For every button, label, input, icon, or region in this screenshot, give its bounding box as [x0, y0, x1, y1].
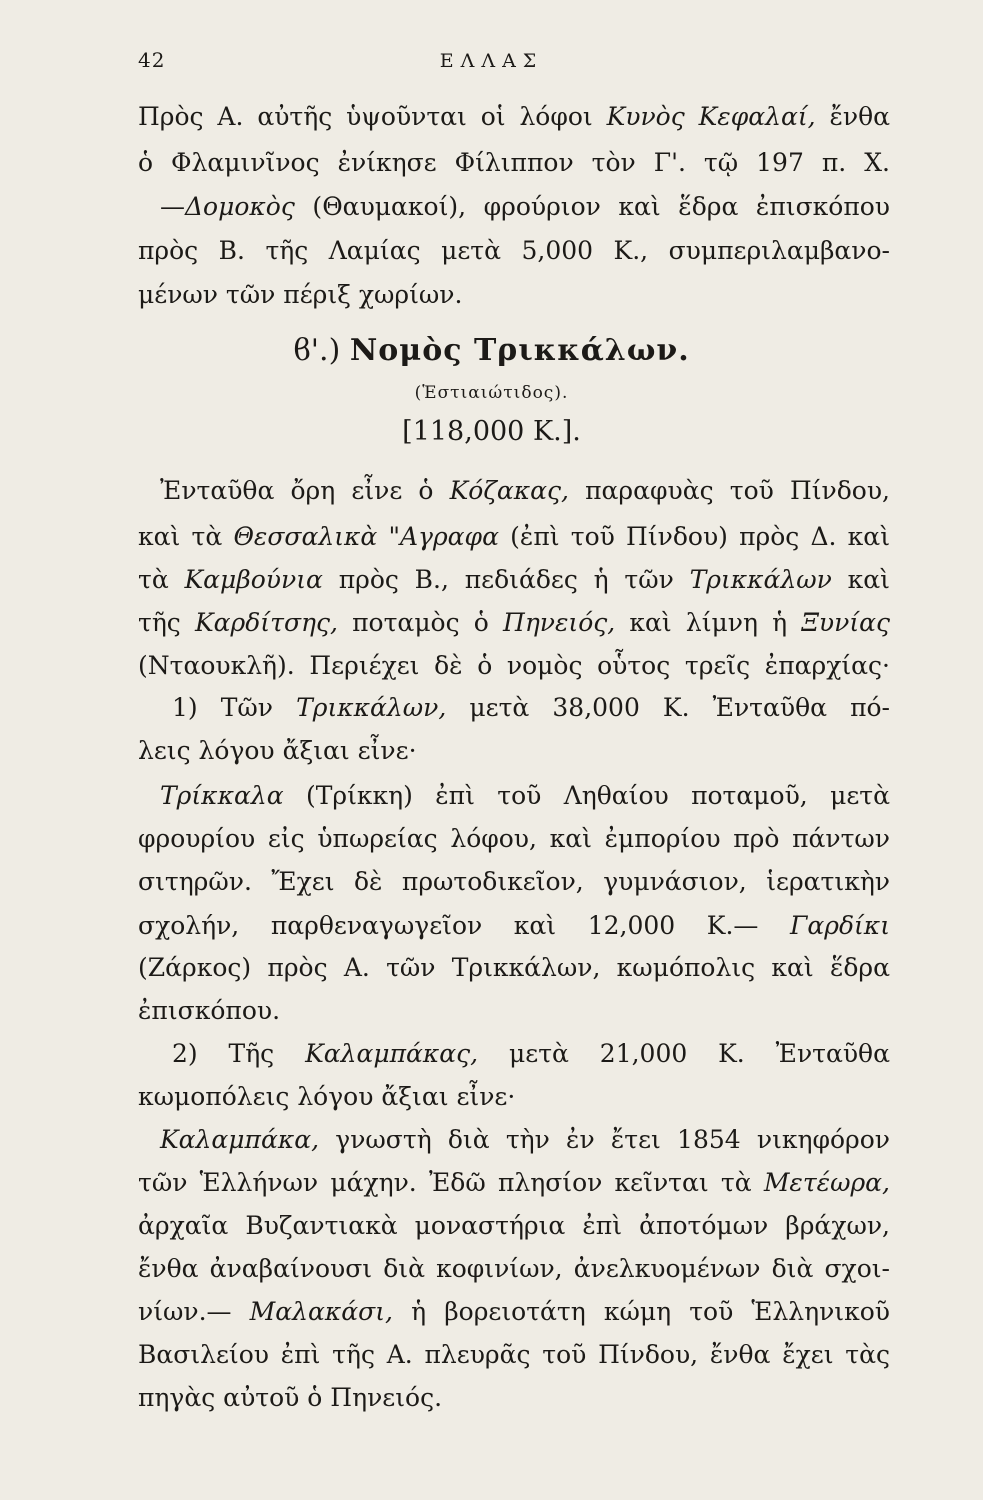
text-line: Ἐνταῦθα ὄρη εἶνε ὁ Κόζακας, παραφυὰς τοῦ Πίνδου, — [160, 476, 890, 505]
section-heading: ϐ'.) Νομὸς Τρικκάλων. — [293, 333, 690, 368]
running-title: ΕΛΛΑΣ — [439, 50, 544, 72]
text-line: φρουρίου εἰς ὑπωρείας λόφου, καὶ ἐμπορίου πρὸ πάντων — [138, 824, 890, 853]
text-line: Πρὸς Α. αὐτῆς ὑψοῦνται οἱ λόφοι Κυνὸς Κεφαλαί, ἔνθα — [138, 102, 891, 131]
text-line: Καλαμπάκα, γνωστὴ διὰ τὴν ἐν ἔτει 1854 νικηφόρον — [160, 1125, 890, 1154]
text-line: Τρίκκαλα (Τρίκκη) ἐπὶ τοῦ Ληθαίου ποταμοῦ, μετὰ — [160, 781, 890, 810]
text-line: καὶ τὰ Θεσσαλικὰ "Αγραφα (ἐπὶ τοῦ Πίνδου) πρὸς Δ. καὶ — [138, 522, 890, 551]
text-line: —Δομοκὸς (Θαυμακοί), φρούριον καὶ ἕδρα ἐπισκόπου — [160, 192, 890, 221]
text-line: κωμοπόλεις λόγου ἄξιαι εἶνε· — [138, 1082, 516, 1111]
section-subtitle: (Ἑστιαιώτιδος). — [414, 383, 569, 403]
text-line: ὁ Φλαμινῖνος ἐνίκησε Φίλιππον τὸν Γ'. τῷ 197 π. Χ. — [138, 148, 890, 177]
text-line: ἀρχαῖα Βυζαντιακὰ μοναστήρια ἐπὶ ἀποτόμων βράχων, — [138, 1211, 890, 1240]
text-line: τῆς Καρδίτσης, ποταμὸς ὁ Πηνειός, καὶ λίμνη ἡ Ξυνίας — [138, 608, 890, 637]
text-line: Βασιλείου ἐπὶ τῆς Α. πλευρᾶς τοῦ Πίνδου, ἔνθα ἔχει τὰς — [138, 1340, 890, 1369]
section-population: [118,000 Κ.]. — [402, 416, 581, 447]
text-line: (Ζάρκος) πρὸς Α. τῶν Τρικκάλων, κωμόπολις καὶ ἕδρα — [138, 953, 890, 982]
page-number: 42 — [138, 48, 166, 72]
text-line: ἔνθα ἀναβαίνουσι διὰ κοφινίων, ἀνελκυομένων διὰ σχοι- — [138, 1254, 890, 1283]
text-line: 2) Τῆς Καλαμπάκας, μετὰ 21,000 Κ. Ἐνταῦθα — [172, 1039, 890, 1068]
text-line: (Νταουκλῆ). Περιέχει δὲ ὁ νομὸς οὗτος τρεῖς ἐπαρχίας· — [138, 651, 890, 680]
text-line: πρὸς Β. τῆς Λαμίας μετὰ 5,000 Κ., συμπεριλαμβανο- — [138, 236, 890, 265]
text-line: τὰ Καμβούνια πρὸς Β., πεδιάδες ἡ τῶν Τρικκάλων καὶ — [138, 565, 890, 594]
text-line: 1) Τῶν Τρικκάλων, μετὰ 38,000 Κ. Ἐνταῦθα πό- — [172, 693, 891, 722]
text-line: λεις λόγου ἄξιαι εἶνε· — [138, 736, 417, 765]
text-line: ἐπισκόπου. — [138, 996, 281, 1025]
text-line: σιτηρῶν. Ἔχει δὲ πρωτοδικεῖον, γυμνάσιον, ἱερατικὴν — [138, 867, 890, 896]
text-line: σχολήν, παρθεναγωγεῖον καὶ 12,000 Κ.— Γαρδίκι — [138, 911, 890, 940]
text-line: μένων τῶν πέριξ χωρίων. — [138, 280, 463, 309]
text-line: νίων.— Μαλακάσι, ἡ βορειοτάτη κώμη τοῦ Ἑλληνικοῦ — [138, 1297, 890, 1326]
text-line: πηγὰς αὐτοῦ ὁ Πηνειός. — [138, 1383, 443, 1412]
text-line: τῶν Ἑλλήνων μάχην. Ἐδῶ πλησίον κεῖνται τὰ Μετέωρα, — [138, 1168, 890, 1197]
